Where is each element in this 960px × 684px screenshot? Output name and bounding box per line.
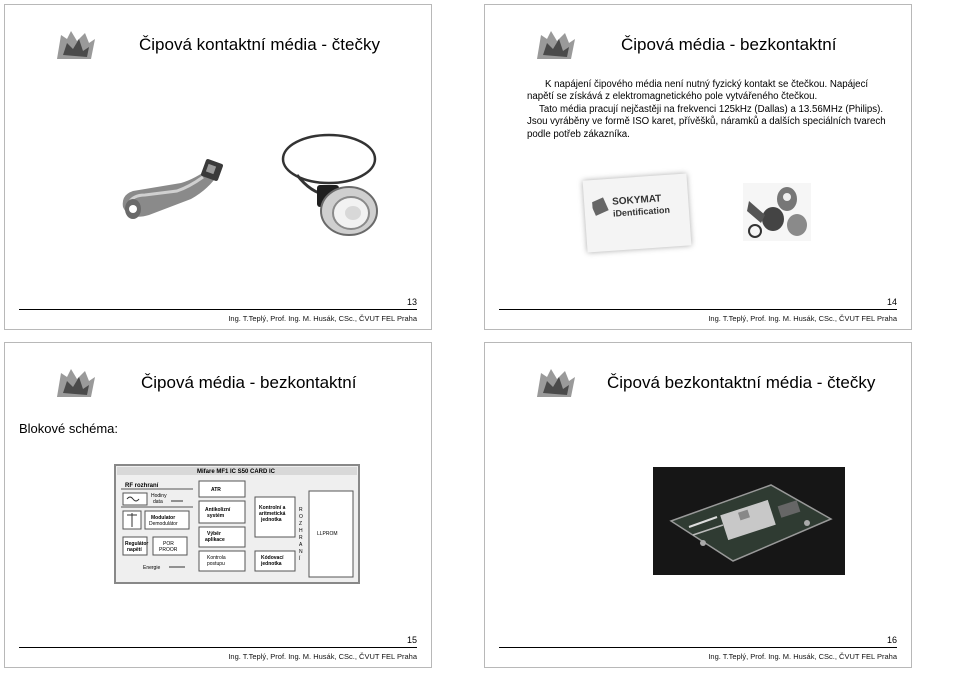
slide-body-text bbox=[527, 79, 903, 141]
cvut-logo bbox=[55, 29, 97, 63]
slide-16 bbox=[484, 342, 912, 668]
footer-divider bbox=[19, 647, 417, 648]
contact-key-reader-image bbox=[119, 155, 229, 227]
touch-probe-reader-image bbox=[277, 129, 387, 241]
slide-13 bbox=[4, 4, 432, 330]
slide-footer: Ing. T.Teplý, Prof. Ing. M. Husák, CSc., ČVUT FEL Praha bbox=[708, 314, 897, 323]
block-modulator: Modulator bbox=[151, 515, 176, 521]
block-system: systém bbox=[207, 513, 225, 519]
footer-divider bbox=[499, 309, 897, 310]
vertical-letter: N bbox=[299, 549, 303, 555]
cvut-logo bbox=[55, 367, 97, 401]
vertical-letter: H bbox=[299, 528, 303, 534]
reader-pcb-image bbox=[653, 467, 845, 575]
block-memory: LLPROM bbox=[317, 531, 338, 537]
cvut-logo bbox=[535, 29, 577, 63]
slide-title: Čipová bezkontaktní média - čtečky bbox=[607, 373, 876, 392]
cvut-logo bbox=[535, 367, 577, 401]
text-line: napětí se získává z elektromagnetického pole vytvářeného čtečkou. bbox=[527, 91, 818, 103]
vertical-letter: R bbox=[299, 535, 303, 541]
page-number: 15 bbox=[406, 635, 417, 645]
block-anticollision: Antikolizní bbox=[205, 507, 231, 513]
slide-title: Čipová média - bezkontaktní bbox=[621, 35, 837, 54]
block-data: data bbox=[153, 499, 163, 505]
text-line: podle potřeb zákazníka. bbox=[527, 128, 630, 140]
iso-card-image bbox=[583, 173, 692, 252]
block-encoder: Kódovací bbox=[261, 555, 284, 561]
sokymat-logo bbox=[592, 188, 682, 222]
slide-15 bbox=[4, 342, 432, 668]
vertical-letter: A bbox=[299, 542, 303, 548]
block-voltage: napětí bbox=[127, 547, 142, 553]
vertical-letter: R bbox=[299, 507, 303, 513]
vertical-letter: O bbox=[299, 514, 303, 520]
rf-interface-label: RF rozhraní bbox=[125, 483, 159, 489]
block-proor: PROOR bbox=[159, 547, 178, 553]
slide-14 bbox=[484, 4, 912, 330]
slide-footer: Ing. T.Teplý, Prof. Ing. M. Husák, CSc., ČVUT FEL Praha bbox=[708, 652, 897, 661]
block-atr: ATR bbox=[211, 487, 221, 493]
footer-divider bbox=[19, 309, 417, 310]
block-unit: jednotka bbox=[261, 561, 282, 567]
text-line: Tato média pracují nejčastěji na frekvenci 125kHz (Dallas) a 13.56MHz (Philips). bbox=[539, 103, 884, 115]
slide-footer: Ing. T.Teplý, Prof. Ing. M. Husák, CSc., ČVUT FEL Praha bbox=[228, 314, 417, 323]
vertical-letter: Í bbox=[299, 556, 301, 562]
block-demodulator: Demodulátor bbox=[149, 521, 178, 527]
slide-footer: Ing. T.Teplý, Prof. Ing. M. Husák, CSc., ČVUT FEL Praha bbox=[228, 652, 417, 661]
block-clock: Hodiny bbox=[151, 493, 167, 499]
block-energy: Energie bbox=[143, 565, 161, 571]
block-alu-3: jednotka bbox=[261, 517, 282, 523]
block-regulator: Regulátor bbox=[125, 541, 149, 547]
brand-name: SOKYMAT bbox=[611, 193, 662, 208]
brand-tagline: iDentification bbox=[612, 204, 671, 219]
block-diagram-label: Blokové schéma: bbox=[19, 421, 118, 436]
block-procedure: postupu bbox=[207, 561, 225, 567]
block-application: aplikace bbox=[205, 537, 225, 543]
block-alu-2: aritmetická bbox=[259, 511, 286, 517]
slide-title: Čipová média - bezkontaktní bbox=[141, 373, 357, 392]
page-number: 14 bbox=[886, 297, 897, 307]
block-select: Výběr bbox=[207, 531, 221, 537]
vertical-letter: Z bbox=[299, 521, 303, 527]
key-fobs-image bbox=[743, 183, 811, 241]
text-line: K napájení čipového média není nutný fyzický kontakt se čtečkou. Napájecí bbox=[545, 79, 869, 90]
diagram-title: Mifare MF1 IC S50 CARD IC bbox=[197, 469, 276, 475]
text-line: Jsou vyráběny ve formě ISO karet, přívěšků, náramků a dalších speciálních tvarech bbox=[527, 116, 886, 128]
page-number: 13 bbox=[406, 297, 417, 307]
block-por: POR bbox=[163, 541, 174, 547]
page-number: 16 bbox=[886, 635, 897, 645]
slide-title: Čipová kontaktní média - čtečky bbox=[139, 35, 380, 54]
block-alu-1: Kontrolní a bbox=[259, 505, 286, 511]
block-control: Kontrola bbox=[207, 555, 226, 561]
block-diagram bbox=[113, 463, 361, 585]
footer-divider bbox=[499, 647, 897, 648]
